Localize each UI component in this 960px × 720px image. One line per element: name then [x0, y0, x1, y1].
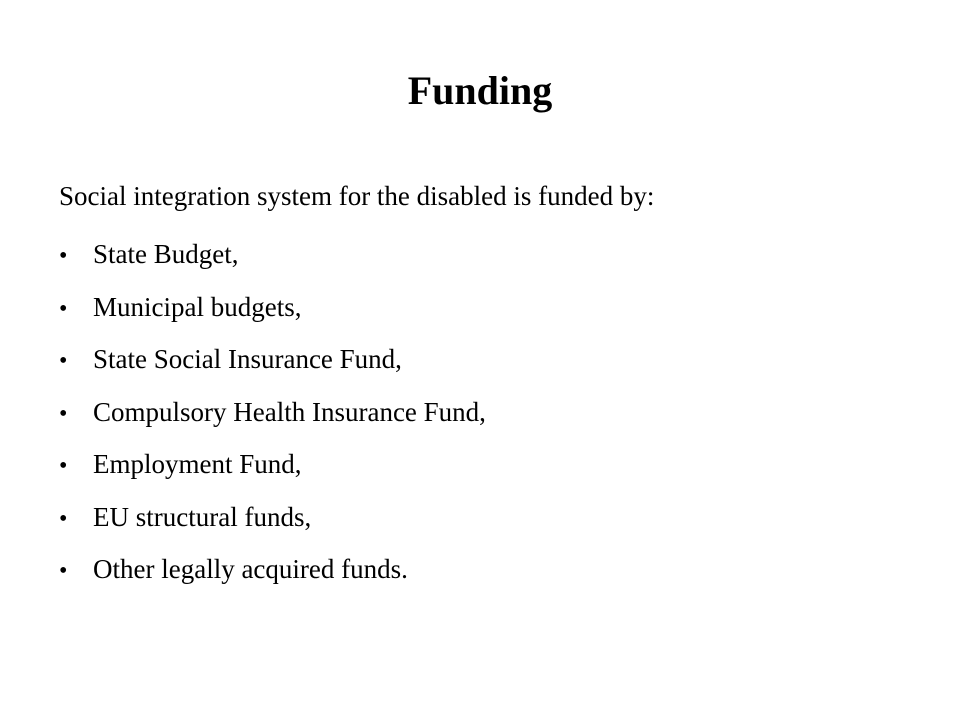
bullet-item: [59, 551, 486, 604]
bullet-item: [59, 289, 486, 342]
bullet-icon: •: [59, 348, 68, 374]
bullet-text: Compulsory Health Insurance Fund,: [93, 396, 486, 427]
bullet-text: Municipal budgets,: [93, 291, 302, 322]
bullet-item: [59, 341, 486, 394]
bullet-item: [59, 394, 486, 447]
bullet-text: Other legally acquired funds.: [93, 554, 408, 584]
bullet-icon: •: [59, 558, 68, 584]
bullet-icon: •: [59, 505, 68, 532]
bullet-text: Employment Fund,: [93, 449, 302, 479]
bullet-text: EU structural funds,: [93, 501, 312, 532]
bullet-icon: •: [59, 295, 68, 322]
bullet-text: State Social Insurance Fund,: [93, 344, 402, 374]
bullet-icon: •: [59, 400, 68, 427]
intro-text: Social integration system for the disabled is funded by:: [59, 181, 655, 211]
bullet-icon: •: [59, 453, 68, 479]
bullet-list: [59, 236, 486, 604]
bullet-text: State Budget,: [93, 239, 239, 269]
bullet-item: [59, 446, 486, 499]
bullet-icon: •: [59, 243, 68, 269]
slide-title: Funding: [407, 68, 553, 113]
bullet-item: [59, 499, 486, 552]
bullet-item: [59, 236, 486, 289]
